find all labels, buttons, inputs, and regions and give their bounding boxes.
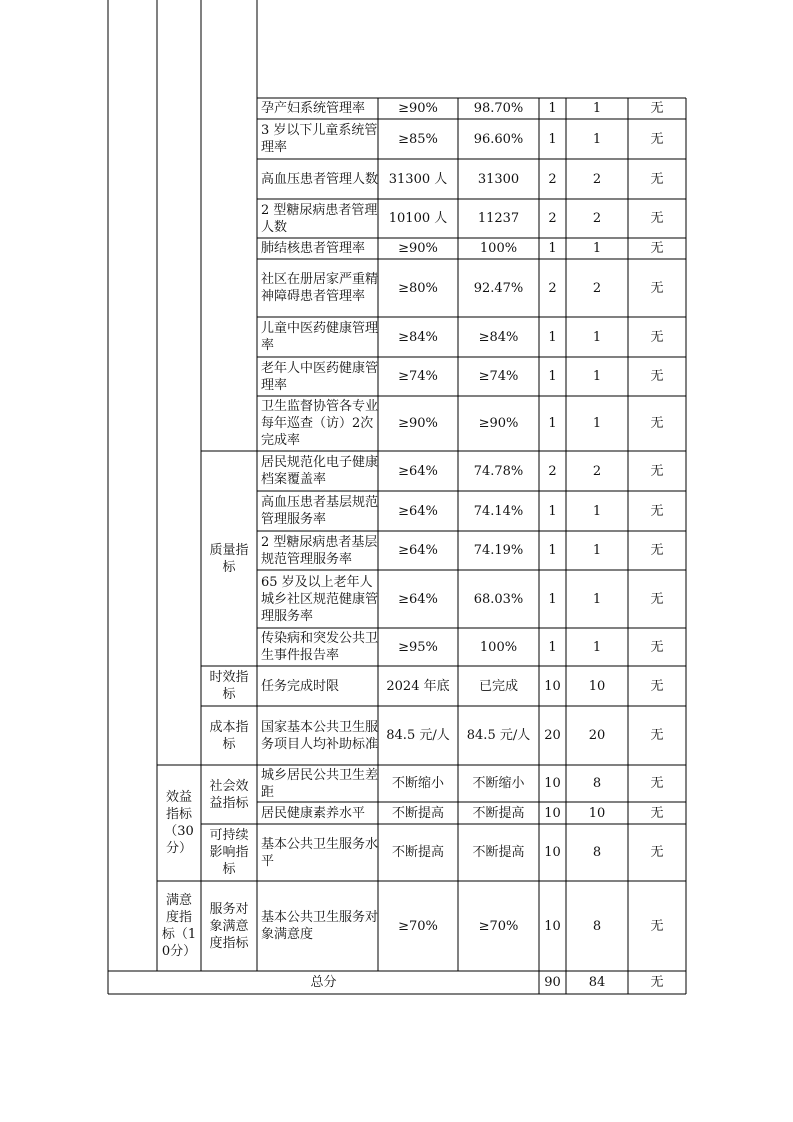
remark-value-text: 无 <box>650 241 664 256</box>
weight-value <box>539 357 566 396</box>
score-value-text: 8 <box>592 918 602 934</box>
remark-value <box>628 159 686 199</box>
weight-value <box>539 706 566 765</box>
indicator-name-text: 高血压患者基层规范管理服务率 <box>261 495 379 527</box>
weight-value-text: 10 <box>544 918 561 934</box>
weight-value-text: 2 <box>548 171 557 187</box>
weight-value <box>539 238 566 259</box>
level3-indicator-text: 质量指标 <box>209 542 249 575</box>
actual-value-text: 92.47% <box>473 280 524 296</box>
indicator-name-text: 基本公共卫生服务水平 <box>261 836 379 869</box>
actual-value-text: 74.78% <box>473 463 524 479</box>
indicator-name <box>257 159 378 199</box>
actual-value <box>458 881 539 971</box>
indicator-name-text: 居民规范化电子健康档案覆盖率 <box>261 455 379 487</box>
remark-value-text: 无 <box>650 171 664 187</box>
level3-indicator <box>205 666 253 706</box>
weight-value <box>539 491 566 531</box>
weight-value-text: 10 <box>544 845 561 860</box>
actual-value <box>458 706 539 765</box>
indicator-name <box>257 570 378 628</box>
score-value-text: 10 <box>588 805 606 821</box>
remark-value-text: 无 <box>650 416 664 431</box>
weight-value-text: 10 <box>544 776 561 791</box>
weight-value <box>539 531 566 570</box>
score-value-text: 1 <box>592 329 602 345</box>
weight-value <box>539 451 566 491</box>
weight-value <box>539 765 566 802</box>
remark-value-text: 无 <box>650 101 664 116</box>
remark-value <box>628 802 686 824</box>
score-value-text: 1 <box>592 131 602 147</box>
actual-value <box>458 357 539 396</box>
target-value-text: ≥80% <box>398 280 438 296</box>
actual-value <box>458 451 539 491</box>
score-value-text: 2 <box>592 280 602 296</box>
weight-value-text: 10 <box>544 805 561 821</box>
indicator-name-text: 3 岁以下儿童系统管理率 <box>261 123 378 155</box>
weight-value-text: 2 <box>548 280 557 296</box>
indicator-name-text: 肺结核患者管理率 <box>261 241 366 256</box>
actual-value-text: ≥90% <box>478 416 519 431</box>
score-value-text: 20 <box>588 728 606 743</box>
actual-value-text: 100% <box>479 639 518 655</box>
weight-value-text: 2 <box>548 463 557 479</box>
actual-value <box>458 119 539 159</box>
score-value <box>566 570 628 628</box>
actual-value-text: 98.70% <box>473 101 524 116</box>
weight-value-text: 1 <box>548 416 557 431</box>
remark-value <box>628 491 686 531</box>
level3-indicator <box>205 451 253 666</box>
total-weight-text: 90 <box>544 975 561 990</box>
weight-value-text: 1 <box>548 543 557 558</box>
score-value <box>566 259 628 317</box>
level3-indicator-text: 可持续影响指标 <box>209 828 249 877</box>
remark-value-text: 无 <box>650 543 664 558</box>
target-value <box>378 824 458 881</box>
score-value <box>566 451 628 491</box>
score-value <box>566 119 628 159</box>
target-value <box>378 802 458 824</box>
remark-value-text: 无 <box>650 463 664 479</box>
weight-value <box>539 570 566 628</box>
actual-value-text: 74.19% <box>473 543 524 558</box>
indicator-name-text: 孕产妇系统管理率 <box>261 101 366 116</box>
target-value <box>378 119 458 159</box>
target-value-text: ≥64% <box>398 503 438 519</box>
score-value-text: 2 <box>592 171 602 187</box>
target-value-text: ≥90% <box>398 241 438 256</box>
indicator-name-text: 社区在册居家严重精神障碍患者管理率 <box>261 272 379 304</box>
actual-value <box>458 396 539 451</box>
total-label <box>108 971 539 994</box>
actual-value <box>458 199 539 238</box>
actual-value <box>458 765 539 802</box>
level3-indicator-text: 时效指标 <box>209 670 249 702</box>
weight-value-text: 1 <box>548 639 557 655</box>
weight-value-text: 1 <box>548 503 557 519</box>
weight-value-text: 1 <box>548 369 557 384</box>
target-value-text: ≥95% <box>398 639 438 655</box>
target-value <box>378 98 458 119</box>
target-value <box>378 765 458 802</box>
target-value <box>378 570 458 628</box>
target-value-text: 不断缩小 <box>391 776 444 791</box>
total-score-text: 84 <box>588 975 606 990</box>
indicator-name-text: 2 型糖尿病患者管理人数 <box>261 202 378 235</box>
level2-indicator <box>161 765 197 881</box>
indicator-name-text: 高血压患者管理人数 <box>261 171 379 187</box>
indicator-name <box>257 824 378 881</box>
remark-value <box>628 119 686 159</box>
actual-value-text: ≥74% <box>478 369 519 384</box>
total-score <box>566 971 628 994</box>
remark-value <box>628 824 686 881</box>
indicator-name-text: 卫生监督协管各专业每年巡查（访）2次完成率 <box>261 399 379 448</box>
target-value-text: ≥90% <box>398 101 438 116</box>
weight-value <box>539 119 566 159</box>
indicator-name-text: 传染病和突发公共卫生事件报告率 <box>261 631 379 663</box>
remark-value <box>628 706 686 765</box>
target-value-text: 不断提高 <box>391 845 444 860</box>
actual-value <box>458 570 539 628</box>
target-value <box>378 491 458 531</box>
actual-value-text: 不断提高 <box>472 805 525 821</box>
remark-value <box>628 451 686 491</box>
weight-value <box>539 396 566 451</box>
score-value <box>566 881 628 971</box>
target-value-text: ≥70% <box>398 918 438 934</box>
remark-value <box>628 881 686 971</box>
score-value <box>566 765 628 802</box>
actual-value <box>458 317 539 357</box>
remark-value <box>628 317 686 357</box>
remark-value <box>628 531 686 570</box>
target-value <box>378 451 458 491</box>
target-value <box>378 396 458 451</box>
score-value-text: 2 <box>592 211 602 226</box>
total-label-text: 总分 <box>310 975 337 990</box>
indicator-name <box>257 491 378 531</box>
actual-value-text: 96.60% <box>473 131 524 147</box>
target-value-text: 84.5 元/人 <box>386 728 450 743</box>
indicator-name <box>257 259 378 317</box>
remark-value-text: 无 <box>650 918 664 934</box>
actual-value <box>458 802 539 824</box>
score-value-text: 1 <box>592 369 602 384</box>
level2-indicator <box>161 881 197 971</box>
remark-value <box>628 259 686 317</box>
indicator-name-text: 居民健康素养水平 <box>261 805 366 821</box>
weight-value <box>539 824 566 881</box>
weight-value <box>539 98 566 119</box>
actual-value-text: 68.03% <box>473 591 524 607</box>
indicator-name-text: 2 型糖尿病患者基层规范管理服务率 <box>261 534 378 567</box>
score-value <box>566 238 628 259</box>
indicator-name <box>257 531 378 570</box>
score-value-text: 1 <box>592 416 602 431</box>
target-value-text: ≥64% <box>398 591 438 607</box>
level3-indicator-text: 服务对象满意度指标 <box>209 901 249 951</box>
indicator-name-text: 城乡居民公共卫生差距 <box>261 767 379 800</box>
actual-value <box>458 159 539 199</box>
total-weight <box>539 971 566 994</box>
weight-value <box>539 159 566 199</box>
actual-value <box>458 259 539 317</box>
target-value <box>378 159 458 199</box>
weight-value <box>539 317 566 357</box>
score-value-text: 1 <box>592 101 602 116</box>
target-value <box>378 317 458 357</box>
weight-value-text: 20 <box>544 728 561 743</box>
indicator-name <box>257 199 378 238</box>
target-value-text: ≥84% <box>398 329 438 345</box>
actual-value-text: 84.5 元/人 <box>466 728 531 743</box>
score-value <box>566 706 628 765</box>
score-value-text: 8 <box>592 845 602 860</box>
weight-value-text: 1 <box>548 131 557 147</box>
target-value-text: 31300 人 <box>388 171 448 187</box>
indicator-name <box>257 765 378 802</box>
indicator-name-text: 任务完成时限 <box>261 678 340 694</box>
indicator-name <box>257 628 378 666</box>
target-value-text: ≥85% <box>398 131 438 147</box>
target-value <box>378 881 458 971</box>
indicator-name-text: 老年人中医药健康管理率 <box>261 360 379 393</box>
actual-value-text: 已完成 <box>478 678 518 694</box>
indicator-name <box>257 451 378 491</box>
indicator-name <box>257 706 378 765</box>
remark-value-text: 无 <box>650 503 664 519</box>
target-value <box>378 628 458 666</box>
indicator-name-text: 65 岁及以上老年人城乡社区规范健康管理服务率 <box>261 574 379 624</box>
score-value-text: 2 <box>592 463 602 479</box>
actual-value <box>458 628 539 666</box>
remark-value <box>628 628 686 666</box>
actual-value <box>458 238 539 259</box>
weight-value-text: 1 <box>548 241 557 256</box>
score-value <box>566 357 628 396</box>
score-value-text: 8 <box>592 776 602 791</box>
target-value-text: ≥64% <box>398 543 438 558</box>
indicator-name <box>257 98 378 119</box>
score-value <box>566 666 628 706</box>
remark-value <box>628 357 686 396</box>
level2-indicator-text: 效益指标（30分） <box>164 790 194 856</box>
indicator-name-text: 基本公共卫生服务对象满意度 <box>261 910 379 942</box>
target-value <box>378 259 458 317</box>
target-value-text: 不断提高 <box>391 805 444 821</box>
weight-value <box>539 666 566 706</box>
actual-value-text: 31300 <box>477 171 520 187</box>
remark-value <box>628 765 686 802</box>
level3-indicator <box>205 765 253 824</box>
score-value-text: 1 <box>592 591 602 607</box>
remark-value-text: 无 <box>650 211 664 226</box>
score-value <box>566 491 628 531</box>
weight-value <box>539 259 566 317</box>
indicator-name <box>257 666 378 706</box>
actual-value-text: 不断提高 <box>472 845 525 860</box>
actual-value-text: ≥84% <box>478 329 519 345</box>
target-value <box>378 706 458 765</box>
actual-value <box>458 491 539 531</box>
actual-value <box>458 98 539 119</box>
weight-value <box>539 881 566 971</box>
level3-indicator-text: 成本指标 <box>209 719 249 752</box>
remark-value-text: 无 <box>650 728 664 743</box>
actual-value-text: 不断缩小 <box>472 776 525 791</box>
remark-value-text: 无 <box>650 280 664 296</box>
indicator-name-text: 国家基本公共卫生服务项目人均补助标准 <box>261 719 379 752</box>
remark-value-text: 无 <box>650 329 664 345</box>
score-value <box>566 98 628 119</box>
target-value <box>378 238 458 259</box>
remark-value <box>628 570 686 628</box>
level3-indicator <box>205 706 253 765</box>
target-value-text: ≥64% <box>398 463 438 479</box>
score-value <box>566 802 628 824</box>
remark-value <box>628 98 686 119</box>
indicator-name <box>257 238 378 259</box>
total-remark <box>628 971 686 994</box>
weight-value <box>539 628 566 666</box>
remark-value <box>628 396 686 451</box>
target-value <box>378 531 458 570</box>
remark-value-text: 无 <box>650 678 664 694</box>
score-value <box>566 531 628 570</box>
actual-value-text: 11237 <box>477 211 520 226</box>
level3-indicator <box>205 881 253 971</box>
indicator-name <box>257 317 378 357</box>
target-value-text: ≥90% <box>398 416 438 431</box>
target-value-text: 2024 年底 <box>386 678 450 694</box>
indicator-name <box>257 802 378 824</box>
score-value <box>566 199 628 238</box>
remark-value <box>628 238 686 259</box>
remark-value-text: 无 <box>650 776 664 791</box>
weight-value-text: 2 <box>548 211 557 226</box>
score-value-text: 1 <box>592 543 602 558</box>
score-value-text: 1 <box>592 639 602 655</box>
weight-value-text: 1 <box>548 591 557 607</box>
remark-value-text: 无 <box>650 639 664 655</box>
remark-value-text: 无 <box>650 591 664 607</box>
score-value-text: 1 <box>592 241 602 256</box>
target-value-text: 10100 人 <box>388 211 448 226</box>
actual-value <box>458 666 539 706</box>
indicator-name <box>257 881 378 971</box>
weight-value <box>539 199 566 238</box>
target-value-text: ≥74% <box>398 369 438 384</box>
total-remark-text: 无 <box>650 975 664 990</box>
target-value <box>378 357 458 396</box>
target-value <box>378 199 458 238</box>
level2-indicator-text: 满意度指标（10分） <box>161 893 197 959</box>
weight-value-text: 1 <box>548 329 557 345</box>
score-value <box>566 396 628 451</box>
score-value <box>566 824 628 881</box>
score-value-text: 1 <box>592 503 602 519</box>
indicator-name-text: 儿童中医药健康管理率 <box>261 321 379 353</box>
indicator-name <box>257 119 378 159</box>
remark-value <box>628 666 686 706</box>
score-value-text: 10 <box>588 678 606 694</box>
weight-value-text: 10 <box>544 678 561 694</box>
target-value <box>378 666 458 706</box>
actual-value-text: 100% <box>479 241 518 256</box>
level3-indicator <box>205 824 253 881</box>
indicator-name <box>257 396 378 451</box>
weight-value <box>539 802 566 824</box>
actual-value-text: ≥70% <box>478 918 519 934</box>
weight-value-text: 1 <box>548 101 557 116</box>
score-value <box>566 628 628 666</box>
remark-value-text: 无 <box>650 369 664 384</box>
score-value <box>566 159 628 199</box>
remark-value-text: 无 <box>650 805 664 821</box>
actual-value <box>458 824 539 881</box>
actual-value-text: 74.14% <box>473 503 524 519</box>
remark-value-text: 无 <box>650 845 664 860</box>
actual-value <box>458 531 539 570</box>
level3-indicator-text: 社会效益指标 <box>209 778 249 811</box>
remark-value <box>628 199 686 238</box>
score-value <box>566 317 628 357</box>
remark-value-text: 无 <box>650 131 664 147</box>
indicator-name <box>257 357 378 396</box>
